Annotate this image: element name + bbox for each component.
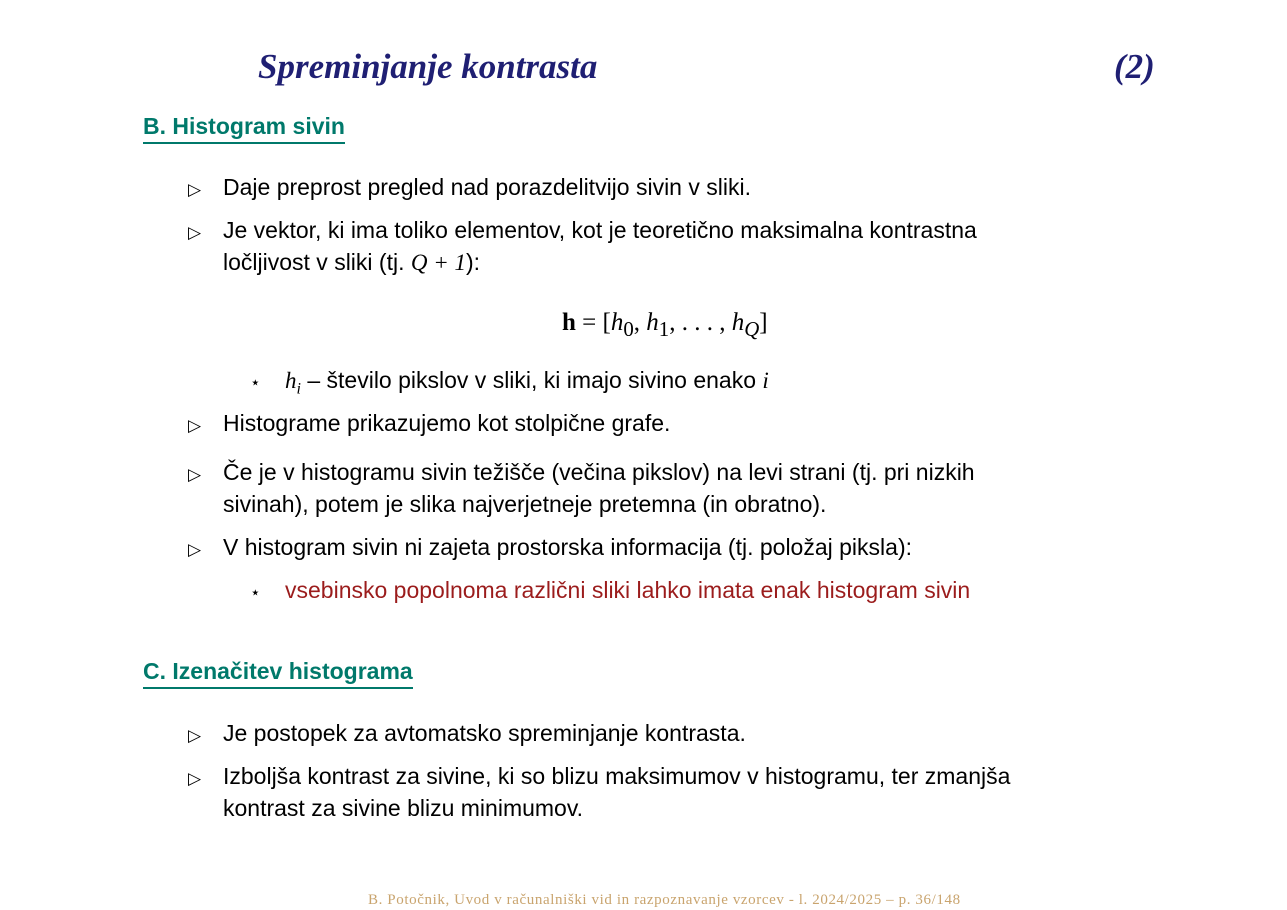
triangle-bullet-icon: ▷ — [188, 540, 202, 559]
triangle-bullet-icon: ▷ — [188, 416, 202, 435]
star-bullet-icon: ⋆ — [250, 373, 261, 392]
slide-title: Spreminjanje kontrasta — [258, 47, 598, 86]
triangle-bullet-icon: ▷ — [188, 465, 202, 484]
slide-footer: B. Potočnik, Uvod v računalniški vid in razpoznavanje vzorcev - l. 2024/2025 – p. 36/148 — [368, 892, 961, 908]
triangle-bullet-icon: ▷ — [188, 726, 202, 745]
item-center-of-gravity — [223, 456, 1103, 520]
histogram-formula: $h = [h_0$, $h_1$, . . . , $h_Q$] — [562, 309, 768, 341]
improve-line2: kontrast za sivine blizu minimumov. — [223, 795, 584, 821]
q-plus-one: Q + 1 — [410, 250, 466, 275]
item-vector-end: ): — [466, 249, 481, 275]
triangle-bullet-icon: ▷ — [188, 180, 202, 199]
item-overview: Daje preprost pregled nad porazdelitvijo sivin v sliki. — [223, 174, 751, 200]
item-improve-contrast — [223, 760, 1103, 824]
star-bullet-icon: ⋆ — [250, 583, 261, 602]
improve-line1: Izboljša kontrast za sivine, ki so blizu maksimumov v histogramu, ter zmanjša — [223, 763, 1011, 789]
triangle-bullet-icon: ▷ — [188, 769, 202, 788]
section-heading-histogram: B. Histogram sivin — [143, 113, 345, 144]
item-vector — [223, 214, 1103, 279]
hi-sub: i — [296, 380, 301, 398]
cog-line1: Če je v histogramu sivin težišče (večina pikslov) na levi strani (tj. pri nizkih — [223, 459, 975, 485]
hi-end-var: i — [762, 368, 769, 393]
triangle-bullet-icon: ▷ — [188, 223, 202, 242]
section-heading-equalization: C. Izenačitev histograma — [143, 658, 413, 689]
sub-item-hi — [285, 364, 1105, 406]
item-spatial-info: V histogram sivin ni zajeta prostorska informacija (tj. položaj piksla): — [223, 534, 912, 560]
item-automatic-contrast: Je postopek za avtomatsko spreminjanje kontrasta. — [223, 720, 746, 746]
item-vector-line2: ločljivost v sliki (tj. — [223, 249, 411, 275]
hi-var: h — [285, 368, 297, 393]
slide-part-label: (2) — [1114, 47, 1155, 86]
item-bar-charts: Histograme prikazujemo kot stolpične grafe. — [223, 410, 671, 436]
hi-text: – število pikslov v sliki, ki imajo sivino enako — [300, 367, 763, 393]
item-vector-line1: Je vektor, ki ima toliko elementov, kot je teoretično maksimalna kontrastna — [223, 217, 977, 243]
sub-item-same-histogram: vsebinsko popolnoma različni sliki lahko imata enak histogram sivin — [285, 577, 971, 603]
cog-line2: sivinah), potem je slika najverjetneje pretemna (in obratno). — [223, 491, 827, 517]
